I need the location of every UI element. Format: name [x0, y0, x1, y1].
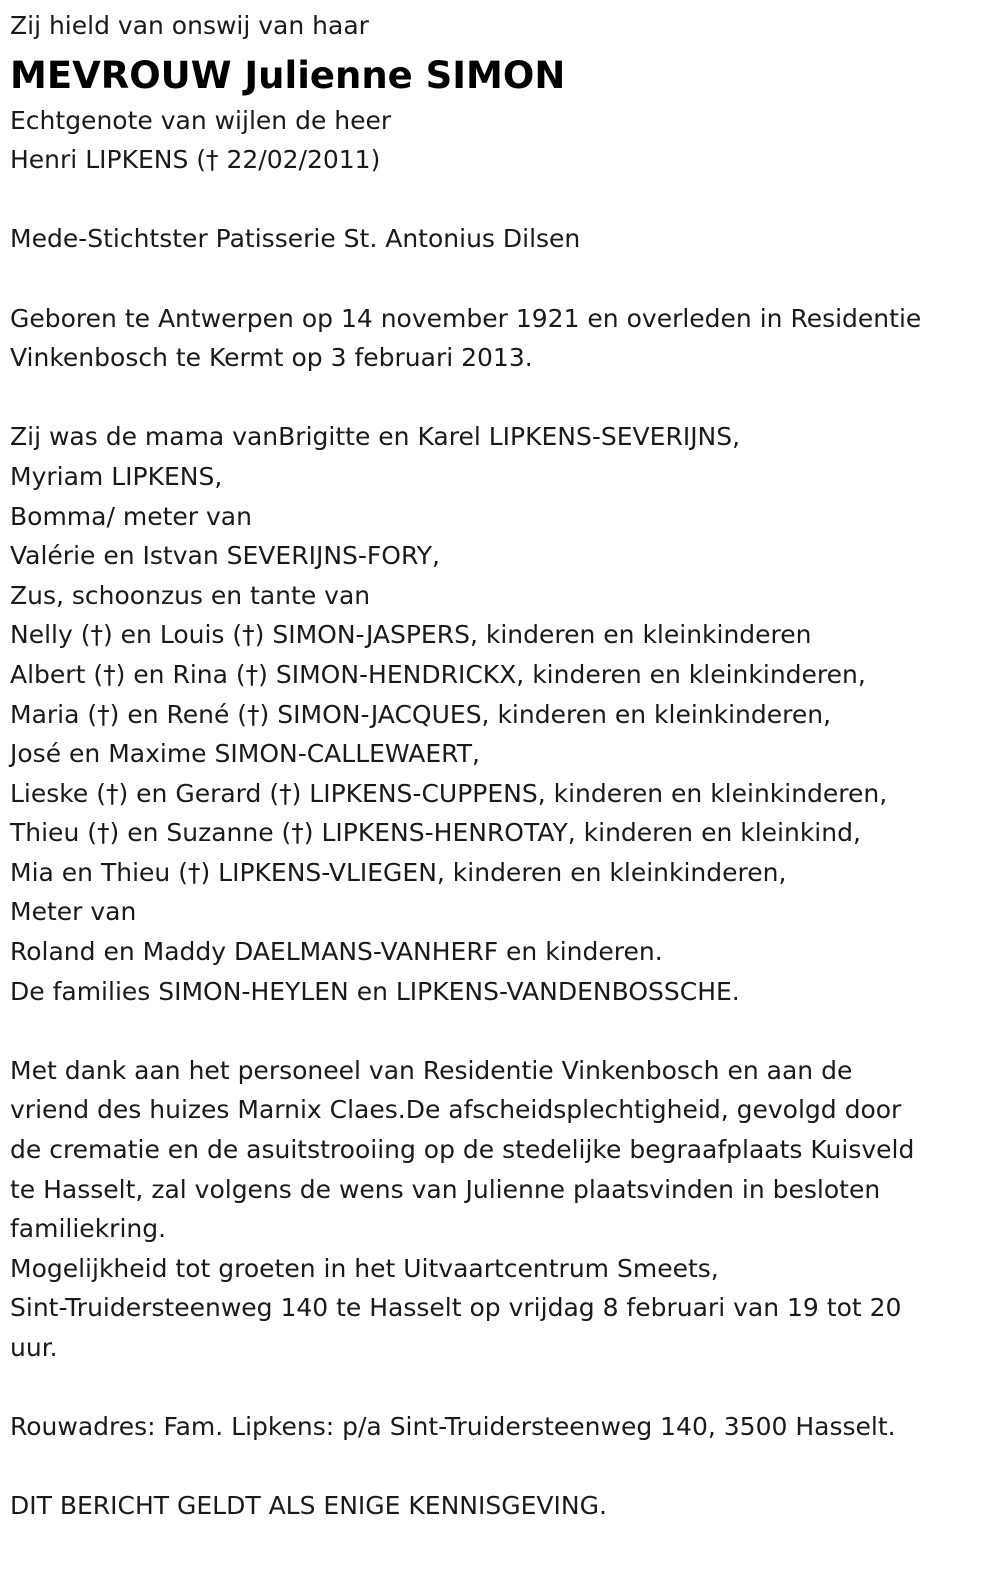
birth-line-1: Geboren te Antwerpen op 14 november 1921 en overleden in Residentie: [10, 303, 922, 333]
family-line: Zus, schoonzus en tante van: [10, 580, 371, 610]
mourning-address: Rouwadres: Fam. Lipkens: p/a Sint-Truidersteenweg 140, 3500 Hasselt.: [10, 1412, 896, 1442]
thanks-line: Sint-Truidersteenweg 140 te Hasselt op vrijdag 8 februari van 19 tot 20: [10, 1293, 902, 1323]
family-line: Meter van: [10, 897, 137, 927]
family-line: Myriam LIPKENS,: [10, 461, 223, 491]
spacer: [10, 378, 990, 418]
family-line: Zij was de mama vanBrigitte en Karel LIPKENS-SEVERIJNS,: [10, 422, 741, 452]
family-line: Nelly (†) en Louis (†) SIMON-JASPERS, kinderen en kleinkinderen: [10, 620, 812, 650]
thanks-line: uur.: [10, 1333, 58, 1362]
spouse-line-1: Echtgenote van wijlen de heer: [10, 105, 392, 135]
spouse-line-2: Henri LIPKENS († 22/02/2011): [10, 145, 381, 175]
deceased-name-title: MEVROUW Julienne SIMON: [10, 53, 566, 97]
spacer: [10, 1447, 990, 1487]
birth-line-2: Vinkenbosch te Kermt op 3 februari 2013.: [10, 343, 533, 373]
obituary-notice: [10, 6, 990, 1526]
family-line: Albert (†) en Rina (†) SIMON-HENDRICKX, kinderen en kleinkinderen,: [10, 659, 866, 689]
family-line: Thieu (†) en Suzanne (†) LIPKENS-HENROTAY, kinderen en kleinkind,: [10, 818, 861, 848]
thanks-line: de crematie en de asuitstrooiing op de stedelijke begraafplaats Kuisveld: [10, 1135, 915, 1165]
official-notice: DIT BERICHT GELDT ALS ENIGE KENNISGEVING.: [10, 1491, 607, 1521]
thanks-line: Mogelijkheid tot groeten in het Uitvaartcentrum Smeets,: [10, 1253, 719, 1283]
family-line: Mia en Thieu (†) LIPKENS-VLIEGEN, kinderen en kleinkinderen,: [10, 857, 787, 887]
role-text: Mede-Stichtster Patisserie St. Antonius Dilsen: [10, 224, 581, 254]
family-line: Valérie en Istvan SEVERIJNS-FORY,: [10, 541, 440, 571]
spacer: [10, 259, 990, 299]
thanks-line: te Hasselt, zal volgens de wens van Julienne plaatsvinden in besloten: [10, 1174, 881, 1204]
family-line: Maria (†) en René (†) SIMON-JACQUES, kinderen en kleinkinderen,: [10, 699, 832, 729]
family-line: De families SIMON-HEYLEN en LIPKENS-VANDENBOSSCHE.: [10, 976, 740, 1006]
family-line: Bomma/ meter van: [10, 501, 252, 531]
spacer: [10, 180, 990, 220]
family-line: Lieske (†) en Gerard (†) LIPKENS-CUPPENS, kinderen en kleinkinderen,: [10, 778, 888, 808]
spacer: [10, 1011, 990, 1051]
family-line: Roland en Maddy DAELMANS-VANHERF en kinderen.: [10, 937, 663, 967]
family-line: José en Maxime SIMON-CALLEWAERT,: [10, 739, 480, 769]
thanks-line: Met dank aan het personeel van Residentie Vinkenbosch en aan de: [10, 1055, 853, 1085]
spacer: [10, 1368, 990, 1408]
thanks-line: familiekring.: [10, 1214, 167, 1244]
intro-text: Zij hield van onswij van haar: [10, 11, 369, 40]
thanks-line: vriend des huizes Marnix Claes.De afscheidsplechtigheid, gevolgd door: [10, 1095, 902, 1125]
